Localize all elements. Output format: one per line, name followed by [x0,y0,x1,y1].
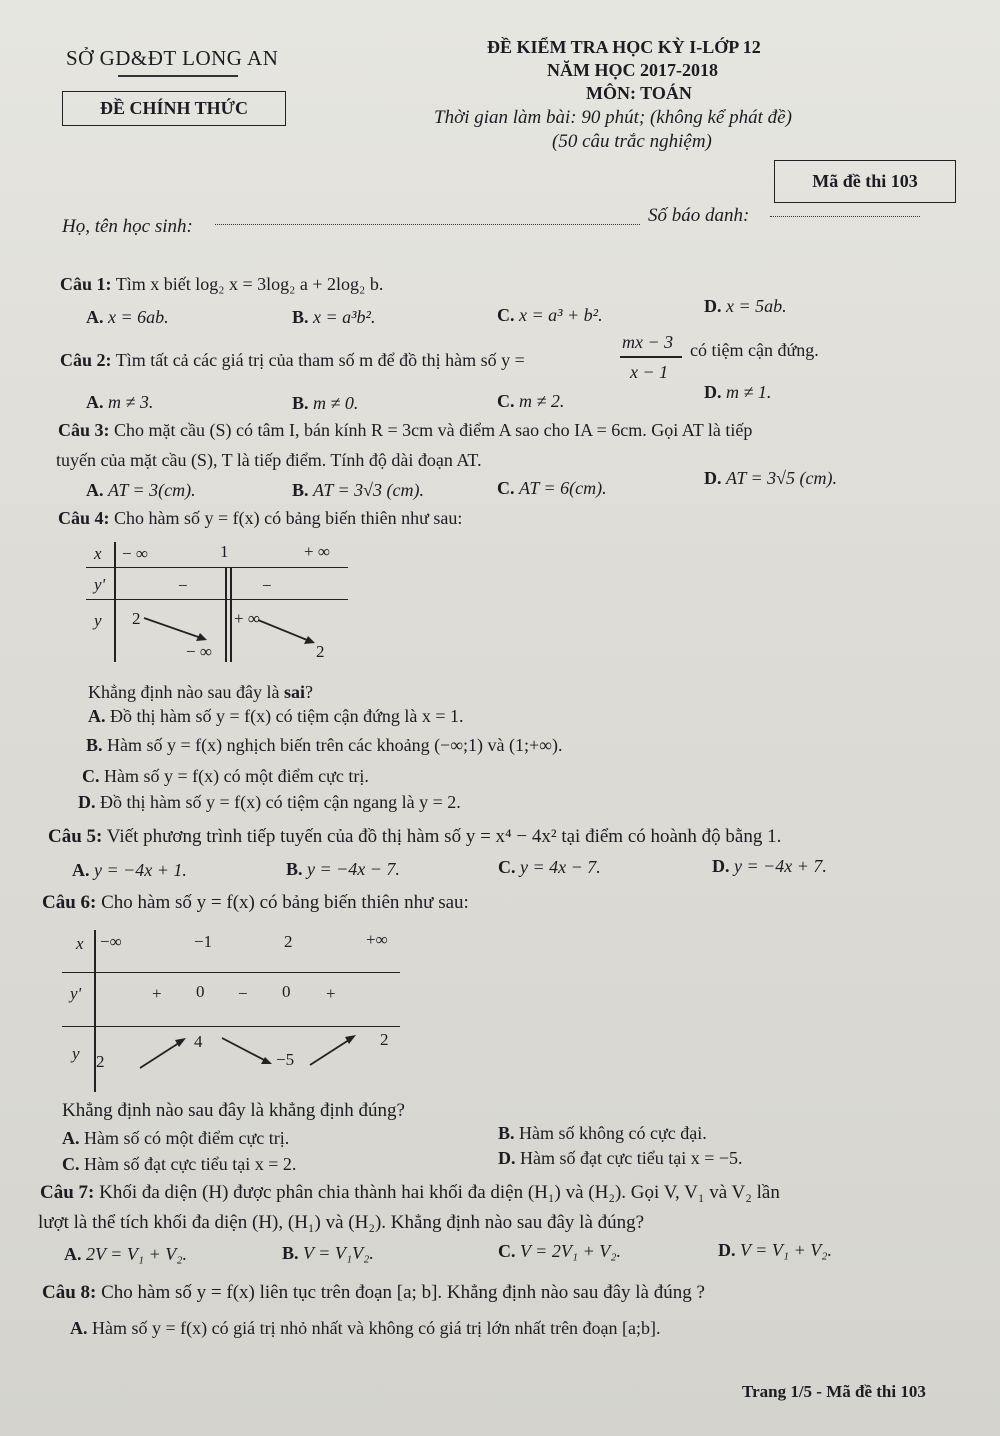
exam-title: ĐỀ KIỂM TRA HỌC KỲ I-LỚP 12 [487,37,761,57]
option-text: AT = 3√5 (cm). [726,468,838,488]
q4-option-d[interactable] [78,792,461,813]
option-label: C. [497,478,515,498]
school-department: SỞ GD&ĐT LONG AN [66,46,279,70]
exam-code: Mã đề thi 103 [774,160,956,203]
table-cell: − ∞ [122,544,148,563]
table-cell: + ∞ [304,542,330,561]
table-cell: + ∞ [234,609,260,628]
option-label: C. [82,766,100,786]
option-text: y = −4x + 7. [734,856,827,876]
option-label: D. [78,792,96,812]
question-label: Câu 4: [58,508,110,528]
q5-option-c[interactable] [498,857,601,878]
table-cell: + [152,984,162,1003]
option-text: y = −4x + 1. [94,860,187,880]
option-label: D. [712,856,730,876]
table-cell: − ∞ [186,642,212,661]
option-text: Đồ thị hàm số y = f(x) có tiệm cận đứng là x = 1. [110,706,464,726]
decreasing-arrows [86,538,348,662]
q4-option-a[interactable] [88,706,464,727]
table-cell: +∞ [366,930,388,949]
question-4 [58,508,462,529]
option-text: x = 5ab. [726,296,787,316]
option-label: B. [292,307,309,327]
q2-option-b[interactable] [292,393,358,414]
option-text: x = 6ab. [108,307,169,327]
q3-option-b[interactable] [292,480,424,501]
option-text: m ≠ 3. [108,392,154,412]
option-text: x = a³b². [313,307,376,327]
question-1 [60,274,383,295]
question-text: Cho mặt cầu (S) có tâm I, bán kính R = 3cm và điểm A sao cho IA = 6cm. Gọi AT là tiếp [114,420,753,440]
question-3 [58,420,752,441]
option-text: AT = 3(cm). [108,480,196,500]
option-label: C. [62,1154,80,1174]
variation-arrows [62,928,400,1092]
table-cell: 2 [284,932,293,951]
q7-option-b[interactable] [282,1243,374,1264]
option-label: B. [282,1243,299,1263]
q6-option-a[interactable] [62,1128,289,1149]
question-5 [48,826,781,848]
fraction-numerator: mx − 3 [622,332,674,352]
q2-option-a[interactable] [86,392,153,413]
q1-option-c[interactable] [497,305,603,326]
option-label: D. [718,1240,736,1260]
variation-table-q6 [62,928,400,1092]
option-text: Hàm số đạt cực tiểu tại x = −5. [520,1148,743,1168]
q8-option-a[interactable] [70,1318,661,1339]
student-number-label: Số báo danh: [648,205,750,226]
option-label: A. [88,706,106,726]
table-cell: y' [70,984,82,1003]
option-text: Đồ thị hàm số y = f(x) có tiệm cận ngang là y = 2. [100,792,461,812]
option-label: A. [64,1244,82,1264]
question-label: Câu 1: [60,274,112,294]
option-label: D. [704,296,722,316]
option-text: Hàm số y = f(x) nghịch biến trên các khoảng (−∞;1) và (1;+∞). [107,735,563,755]
option-label: A. [86,392,104,412]
table-cell: x [76,934,84,953]
table-cell: − [262,576,272,595]
option-label: A. [86,480,104,500]
table-cell: 2 [316,642,325,661]
option-label: B. [86,735,103,755]
q6-option-c[interactable] [62,1154,296,1175]
question-label: Câu 5: [48,826,103,847]
option-text: Hàm số y = f(x) có giá trị nhỏ nhất và không có giá trị lớn nhất trên đoạn [a;b]. [92,1318,661,1338]
option-text: y = −4x − 7. [307,859,400,879]
option-text: V = V₁ + V₂. [740,1240,832,1260]
question-text: Tìm x biết log₂ x = 3log₂ a + 2log₂ b. [115,274,384,294]
ask-text: Khẳng định nào sau đây là [88,682,284,702]
option-label: C. [497,391,515,411]
q4-option-c[interactable] [82,766,369,787]
question-7-line-2: lượt là thể tích khối đa diện (H), (H₁) và (H₂). Khẳng định nào sau đây là đúng? [38,1212,645,1233]
page-footer: Trang 1/5 - Mã đề thi 103 [742,1382,926,1401]
question-text: Cho hàm số y = f(x) có bảng biến thiên như sau: [114,508,463,528]
question-6-ask: Khẳng định nào sau đây là khẳng định đúng? [62,1100,405,1121]
table-cell: − [238,984,248,1003]
q1-option-d[interactable] [704,296,787,317]
option-label: D. [498,1148,516,1168]
ask-mark: ? [304,682,313,702]
table-cell: + [326,984,336,1003]
ask-emphasis: sai [283,682,305,702]
subject: MÔN: TOÁN [586,83,692,103]
option-text: V = V₁V₂. [303,1243,374,1263]
option-label: D. [704,382,722,402]
question-text-end: có tiệm cận đứng. [690,340,819,360]
option-label: C. [498,857,516,877]
q2-option-c[interactable] [497,391,564,412]
q1-option-b[interactable] [292,307,375,328]
option-text: Hàm số không có cực đại. [519,1123,707,1143]
table-cell: 0 [196,982,205,1001]
q5-option-a[interactable] [72,860,187,881]
question-2 [60,350,525,371]
question-text: Khối đa diện (H) được phân chia thành hai khối đa diện (H₁) và (H₂). Gọi V, V₁ và V₂ lần [99,1182,780,1203]
table-cell: y' [94,575,106,594]
option-label: A. [70,1318,88,1338]
student-name-label: Họ, tên học sinh: [62,216,193,237]
table-cell: −∞ [100,932,122,951]
official-label: ĐỀ CHÍNH THỨC [62,91,286,126]
option-label: A. [86,307,104,327]
option-text: AT = 6(cm). [519,478,607,498]
q6-option-b[interactable] [498,1123,707,1144]
table-cell: x [94,544,102,563]
q7-option-d[interactable] [718,1240,832,1261]
q7-option-a[interactable] [64,1244,187,1265]
q3-option-c[interactable] [497,478,607,499]
fraction-bar [620,356,682,358]
option-label: D. [704,468,722,488]
option-text: 2V = V₁ + V₂. [86,1244,187,1264]
q4-option-b[interactable] [86,735,563,756]
question-8 [42,1282,705,1304]
option-text: Hàm số y = f(x) có một điểm cực trị. [104,766,369,786]
q3-option-d[interactable] [704,468,837,489]
q5-option-b[interactable] [286,859,400,880]
option-text: m ≠ 1. [726,382,772,402]
option-label: B. [292,480,309,500]
question-text: Viết phương trình tiếp tuyến của đồ thị hàm số y = x⁴ − 4x² tại điểm có hoành độ bằng 1. [106,826,782,847]
question-label: Câu 6: [42,892,97,913]
option-text: Hàm số có một điểm cực trị. [84,1128,290,1148]
q6-option-d[interactable] [498,1148,743,1169]
q5-option-d[interactable] [712,856,827,877]
question-7 [40,1182,780,1204]
table-cell: 4 [194,1032,203,1051]
table-cell: 0 [282,982,291,1001]
table-cell: 1 [220,542,229,561]
variation-table-q4 [86,538,348,662]
q3-option-a[interactable] [86,480,196,501]
q7-option-c[interactable] [498,1241,621,1262]
table-cell: 2 [380,1030,389,1049]
question-count: (50 câu trắc nghiệm) [552,131,712,152]
question-text: Cho hàm số y = f(x) liên tục trên đoạn [a; b]. Khẳng định nào sau đây là đúng ? [101,1282,705,1303]
option-label: A. [62,1128,80,1148]
time-note: Thời gian làm bài: 90 phút; (không kể phát đề) [434,107,792,128]
q1-option-a[interactable] [86,307,169,328]
option-text: AT = 3√3 (cm). [313,480,425,500]
option-label: B. [498,1123,515,1143]
table-cell: − [178,576,188,595]
question-text: Tìm tất cả các giá trị của tham số m để đồ thị hàm số y = [115,350,525,370]
option-text: V = 2V₁ + V₂. [520,1241,621,1261]
option-text: m ≠ 2. [519,391,565,411]
option-text: y = 4x − 7. [520,857,601,877]
table-cell: y [94,611,102,630]
option-text: x = a³ + b². [519,305,603,325]
school-year: NĂM HỌC 2017-2018 [547,60,718,80]
table-cell: y [72,1044,80,1063]
q2-option-d[interactable] [704,382,771,403]
table-cell: −1 [194,932,213,951]
table-cell: −5 [276,1050,295,1069]
question-label: Câu 3: [58,420,110,440]
option-label: A. [72,860,90,880]
option-label: C. [498,1241,516,1261]
question-3-line-2: tuyến của mặt cầu (S), T là tiếp điểm. Tính độ dài đoạn AT. [56,450,482,470]
option-text: Hàm số đạt cực tiểu tại x = 2. [84,1154,297,1174]
question-6 [42,892,469,914]
question-4-ask [88,682,313,703]
student-name-line [215,224,640,225]
question-label: Câu 7: [40,1182,95,1203]
student-number-line [770,216,920,217]
question-label: Câu 2: [60,350,112,370]
option-label: C. [497,305,515,325]
fraction-denominator: x − 1 [630,362,669,382]
table-cell: 2 [132,609,141,628]
question-text: Cho hàm số y = f(x) có bảng biến thiên như sau: [101,892,469,913]
table-cell: 2 [96,1052,105,1071]
option-text: m ≠ 0. [313,393,359,413]
org-underline [118,75,238,77]
question-label: Câu 8: [42,1282,97,1303]
option-label: B. [286,859,303,879]
option-label: B. [292,393,309,413]
